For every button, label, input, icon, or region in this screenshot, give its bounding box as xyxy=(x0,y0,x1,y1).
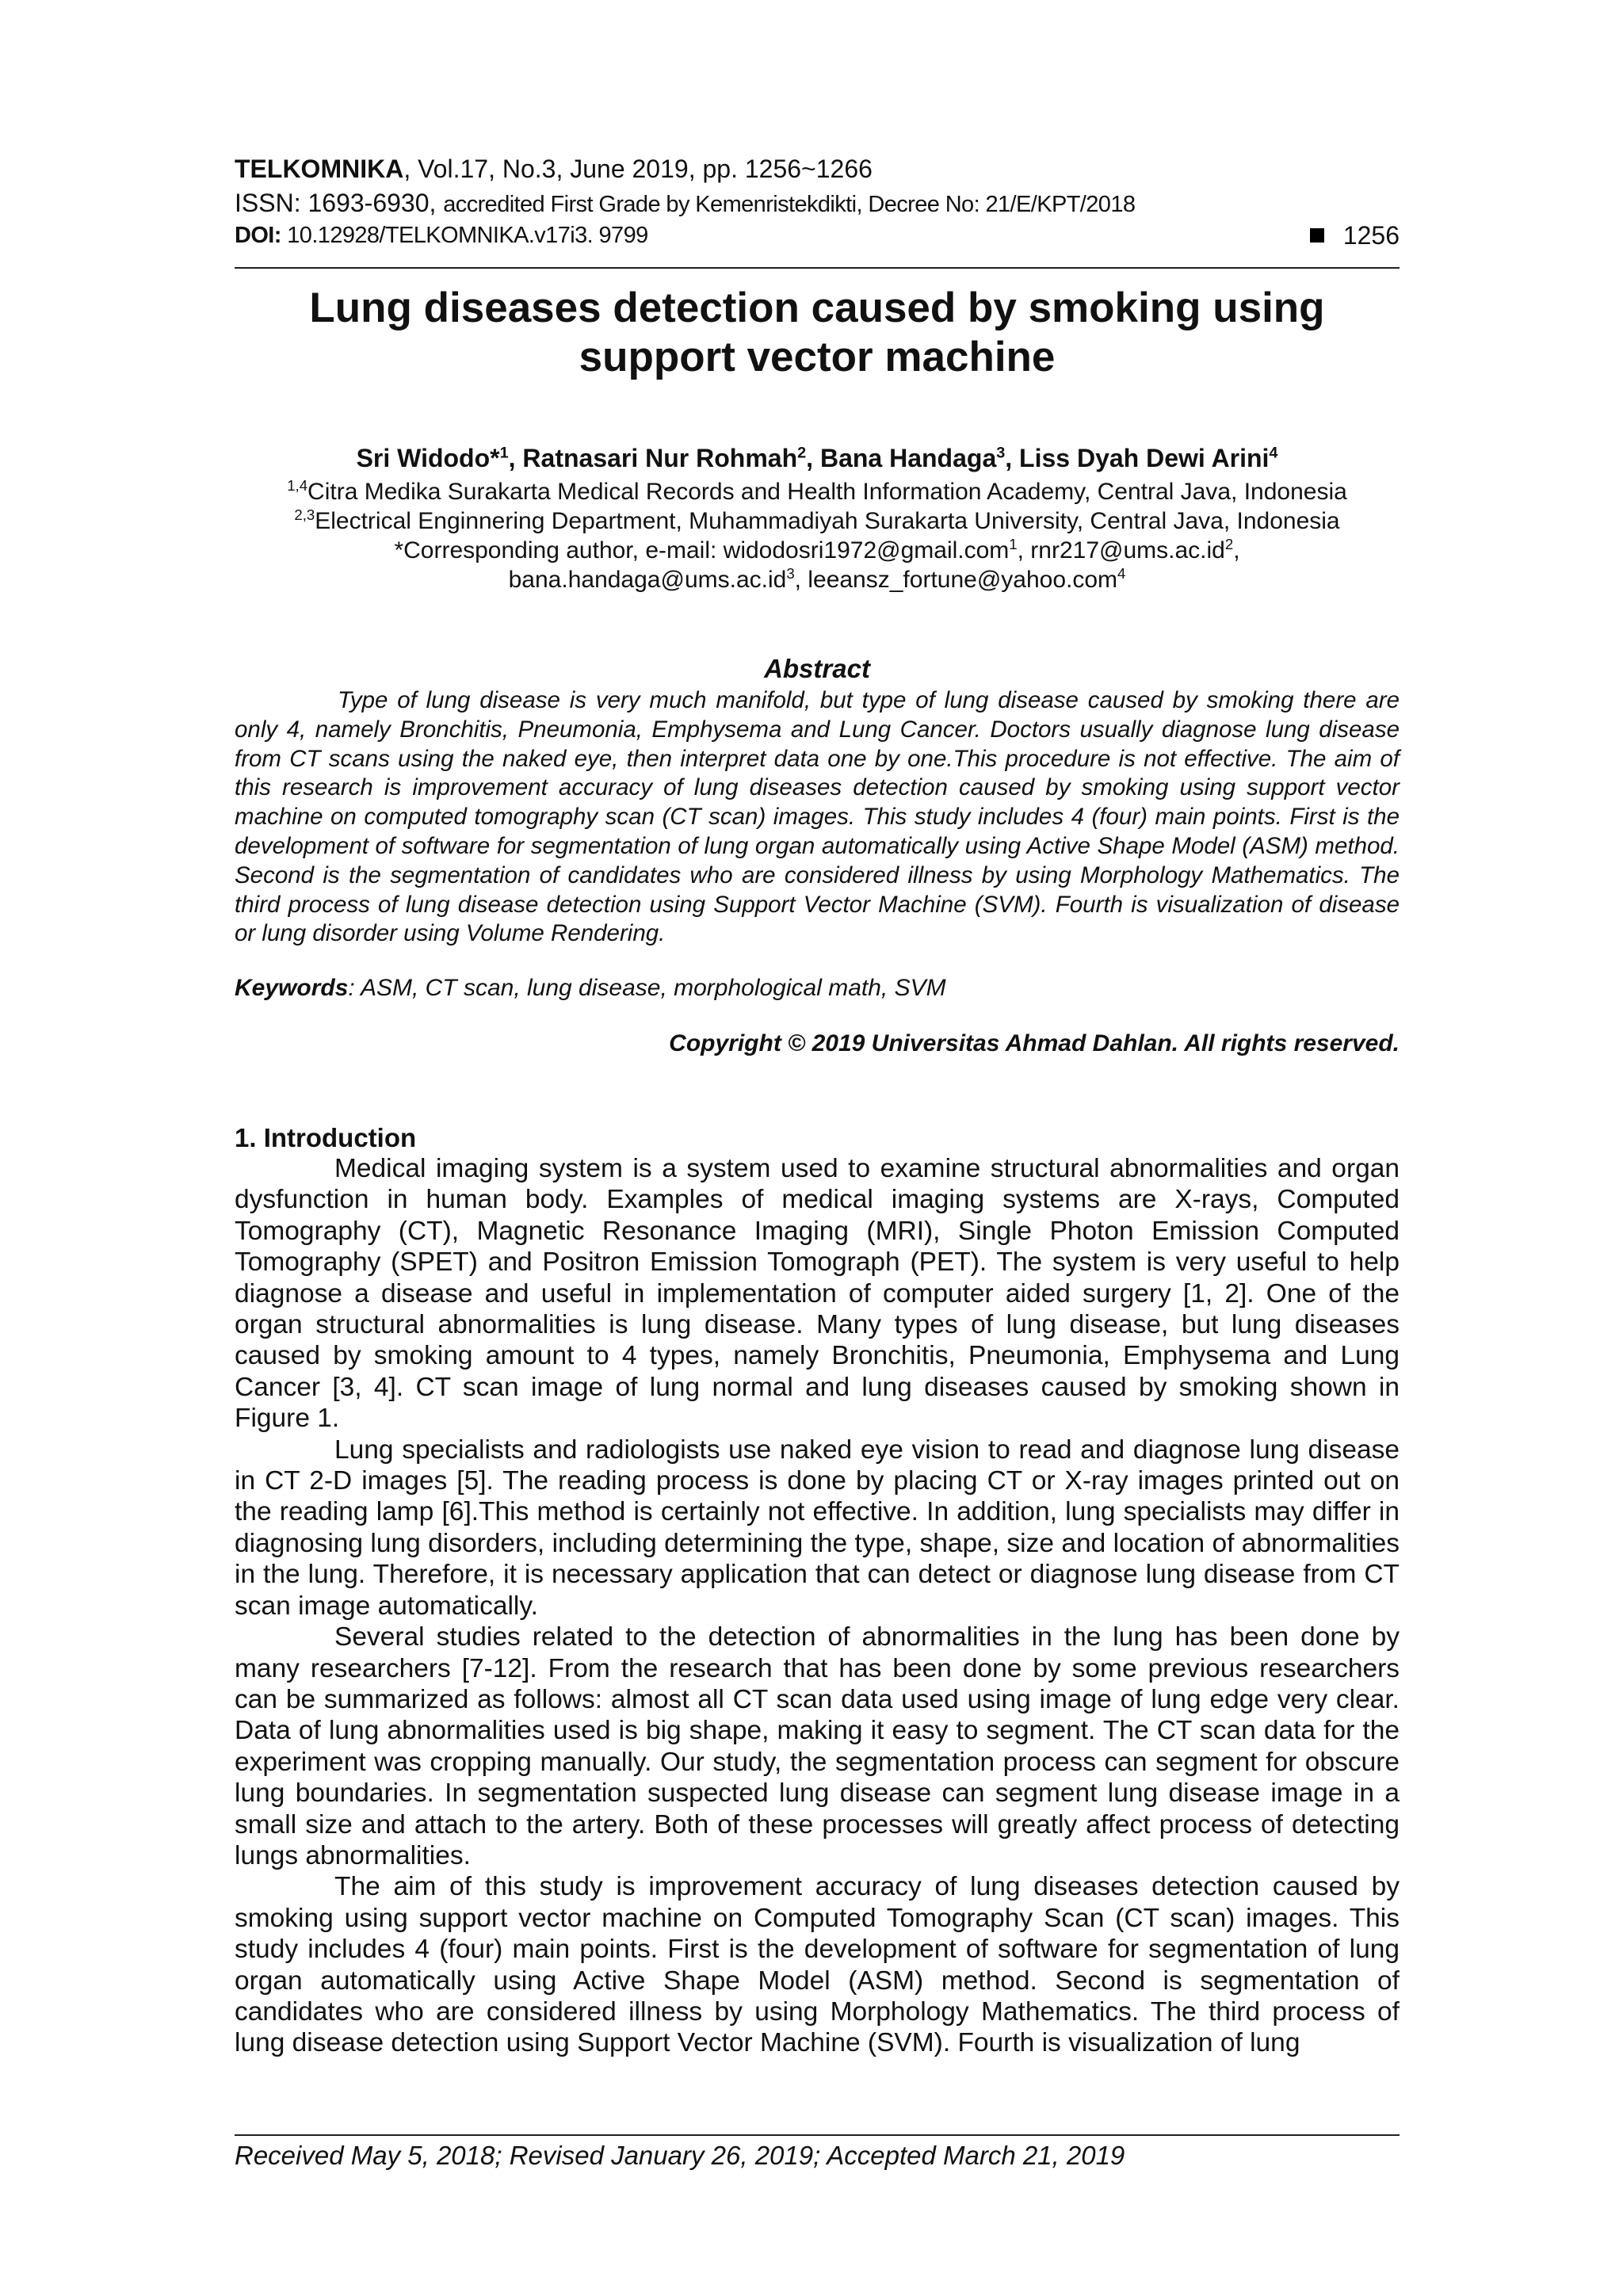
issn: ISSN: 1693-6930, xyxy=(235,189,444,217)
abstract-body xyxy=(235,686,1400,949)
received-dates: Received May 5, 2018; Revised January 26, 2019; Accepted March 21, 2019 xyxy=(235,2141,1125,2170)
keywords xyxy=(235,973,1400,1003)
email-separator: , xyxy=(1233,537,1240,563)
page-number-text: 1256 xyxy=(1342,221,1400,250)
author-2: , Ratnasari Nur Rohmah xyxy=(508,444,798,472)
volume-info: , Vol.17, No.3, June 2019, pp. 1256~1266 xyxy=(403,155,873,183)
abstract-heading: Abstract xyxy=(764,654,870,683)
doi-line xyxy=(235,220,1400,250)
copyright-notice: Copyright © 2019 Universitas Ahmad Dahlan. All rights reserved. xyxy=(669,1030,1400,1056)
square-bullet-icon xyxy=(1310,228,1324,243)
email-1: *Corresponding author, e-mail: widodosri1972@gmail.com xyxy=(394,537,1010,563)
corresponding-author xyxy=(235,537,1400,565)
paragraph: Several studies related to the detection of abnormalities in the lung has been done by many researchers [7-12]. From the research that has been done by some previous researchers can be summarized as follows: almost all CT scan data used using image of lung edge very clear. Data of lung abnormalities used is big shape, making it easy to segment. The CT scan data for the experiment was cropping manually. Our study, the segmentation process can segment for obscure lung boundaries. In segmentation suspected lung disease can segment lung disease image in a small size and attach to the artery. Both of these processes will greatly affect process of detecting lungs abnormalities. xyxy=(235,1622,1400,1870)
accreditation: accredited First Grade by Kemenristekdikti, Decree No: 21/E/KPT/2018 xyxy=(443,192,1136,217)
author-4-sup: 4 xyxy=(1269,444,1278,462)
abstract-text: Type of lung disease is very much manifold, but type of lung disease caused by smoking there are only 4, namely Bronchitis, Pneumonia, Emphysema and Lung Cancer. Doctors usually diagnose lung disease from CT scans using the naked eye, then interpret data one by one.This procedure is not effective. The aim of this research is improvement accuracy of lung diseases detection caused by smoking using support vector machine on computed tomography scan (CT scan) images. This study includes 4 (four) main points. First is the development of software for segmentation of lung organ automatically using Active Shape Model (ASM) method. Second is the segmentation of candidates who are considered illness by using Morphology Mathematics. The third process of lung disease detection using Support Vector Machine (SVM). Fourth is visualization of disease or lung disorder using Volume Rendering. xyxy=(235,687,1400,947)
affiliation-2-text: Electrical Enginnering Department, Muhammadiyah Surakarta University, Central Java, Indonesia xyxy=(315,508,1340,534)
footer-rule xyxy=(235,2134,1400,2136)
page-number xyxy=(1310,220,1400,250)
email-2: , rnr217@ums.ac.id xyxy=(1017,537,1225,563)
author-list xyxy=(235,442,1400,474)
affiliation-1-sup: 1,4 xyxy=(287,477,308,494)
title-line-2: support vector machine xyxy=(579,334,1056,380)
affiliation-2 xyxy=(235,507,1400,536)
doi-label: DOI: xyxy=(235,223,288,248)
title-line-1: Lung diseases detection caused by smoking using xyxy=(309,285,1325,331)
author-1-sup: 1 xyxy=(499,444,509,462)
email-4-sup: 4 xyxy=(1117,565,1126,582)
affiliation-1-text: Citra Medika Surakarta Medical Records and Health Information Academy, Central Java, Indonesia xyxy=(307,479,1347,505)
email-4: , leeansz_fortune@yahoo.com xyxy=(794,567,1118,593)
doi: 10.12928/TELKOMNIKA.v17i3. 9799 xyxy=(287,223,648,248)
paragraph: Lung specialists and radiologists use naked eye vision to read and diagnose lung disease in CT 2-D images [5]. The reading process is done by placing CT or X-ray images printed out on the reading lamp [6].This method is certainly not effective. In addition, lung specialists may differ in diagnosing lung disorders, including determining the type, shape, size and location of abnormalities in the lung. Therefore, it is necessary application that can detect or diagnose lung disease from CT scan image automatically. xyxy=(235,1435,1400,1621)
email-2-sup: 2 xyxy=(1224,536,1234,552)
email-3-sup: 3 xyxy=(786,565,795,582)
journal-header xyxy=(235,153,1400,185)
section-heading-introduction: 1. Introduction xyxy=(235,1123,417,1152)
author-3: , Bana Handaga xyxy=(806,444,997,472)
keywords-text: : ASM, CT scan, lung disease, morphological math, SVM xyxy=(348,975,946,1001)
paragraph: The aim of this study is improvement accuracy of lung diseases detection caused by smoking using support vector machine on Computed Tomography Scan (CT scan) images. This study includes 4 (four) main points. First is the development of software for segmentation of lung organ automatically using Active Shape Model (ASM) method. Second is segmentation of candidates who are considered illness by using Morphology Mathematics. The third process of lung disease detection using Support Vector Machine (SVM). Fourth is visualization of lung xyxy=(235,1872,1400,2058)
author-3-sup: 3 xyxy=(996,444,1006,462)
affiliation-1 xyxy=(235,478,1400,506)
email-1-sup: 1 xyxy=(1009,536,1018,552)
author-4: , Liss Dyah Dewi Arini xyxy=(1005,444,1270,472)
journal-name: TELKOMNIKA xyxy=(235,155,404,183)
keywords-label: Keywords xyxy=(235,975,349,1001)
issn-line xyxy=(235,187,1400,220)
corresponding-emails xyxy=(235,566,1400,594)
affiliation-2-sup: 2,3 xyxy=(294,506,315,523)
author-1: Sri Widodo* xyxy=(356,444,500,472)
paper-title xyxy=(235,284,1400,382)
header-rule xyxy=(235,267,1400,269)
introduction-body xyxy=(235,1153,1400,2059)
author-2-sup: 2 xyxy=(797,444,807,462)
email-3: bana.handaga@ums.ac.id xyxy=(508,567,787,593)
paragraph: Medical imaging system is a system used to examine structural abnormalities and organ dysfunction in human body. Examples of medical imaging systems are X-rays, Computed Tomography (CT), Magnetic Resonance Imaging (MRI), Single Photon Emission Computed Tomography (SPET) and Positron Emission Tomograph (PET). The system is very useful to help diagnose a disease and useful in implementation of computer aided surgery [1, 2]. One of the organ structural abnormalities is lung disease. Many types of lung disease, but lung diseases caused by smoking amount to 4 types, namely Bronchitis, Pneumonia, Emphysema and Lung Cancer [3, 4]. CT scan image of lung normal and lung diseases caused by smoking shown in Figure 1. xyxy=(235,1154,1400,1434)
